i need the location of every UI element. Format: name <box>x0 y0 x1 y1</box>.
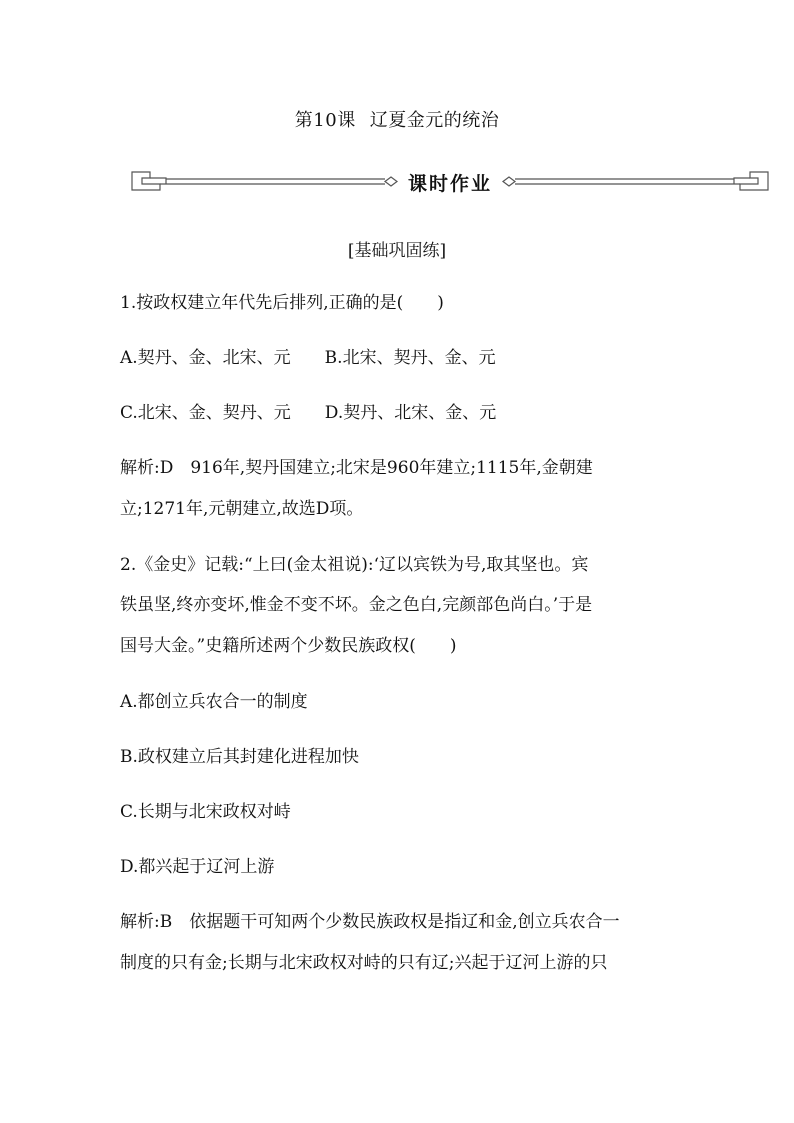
q1-stem: 1.按政权建立年代先后排列,正确的是( ) <box>120 293 444 313</box>
q2-option-b: B.政权建立后其封建化进程加快 <box>120 747 359 767</box>
q2-stem-line3: 国号大金。”史籍所述两个少数民族政权( ) <box>120 636 457 656</box>
q1-options-ab: A.契丹、金、北宋、元 B.北宋、契丹、金、元 <box>120 348 496 368</box>
q1-options-cd: C.北宋、金、契丹、元 D.契丹、北宋、金、元 <box>120 403 497 423</box>
banner-label: 课时作业 <box>404 173 496 195</box>
q2-option-c: C.长期与北宋政权对峙 <box>120 802 291 822</box>
q2-explanation-line1: 解析:B 依据题干可知两个少数民族政权是指辽和金,创立兵农合一 <box>120 912 620 932</box>
lesson-name: 辽夏金元的统治 <box>369 110 500 131</box>
q2-stem-line1: 2.《金史》记载:“上曰(金太祖说):‘辽以宾铁为号,取其坚也。宾 <box>120 555 589 575</box>
lesson-title <box>0 106 794 132</box>
section-heading: [基础巩固练] <box>347 241 447 261</box>
q2-option-d: D.都兴起于辽河上游 <box>120 857 275 877</box>
q2-stem-line2: 铁虽坚,终亦变坏,惟金不变不坏。金之色白,完颜部色尚白。’于是 <box>120 595 593 615</box>
lesson-number: 第10课 <box>294 110 356 131</box>
q1-explanation-line1: 解析:D 916年,契丹国建立;北宋是960年建立;1115年,金朝建 <box>120 458 593 478</box>
homework-banner <box>130 166 770 196</box>
q2-explanation-line2: 制度的只有金;长期与北宋政权对峙的只有辽;兴起于辽河上游的只 <box>120 953 608 973</box>
q2-option-a: A.都创立兵农合一的制度 <box>120 692 308 712</box>
q1-explanation-line2: 立;1271年,元朝建立,故选D项。 <box>120 499 364 519</box>
